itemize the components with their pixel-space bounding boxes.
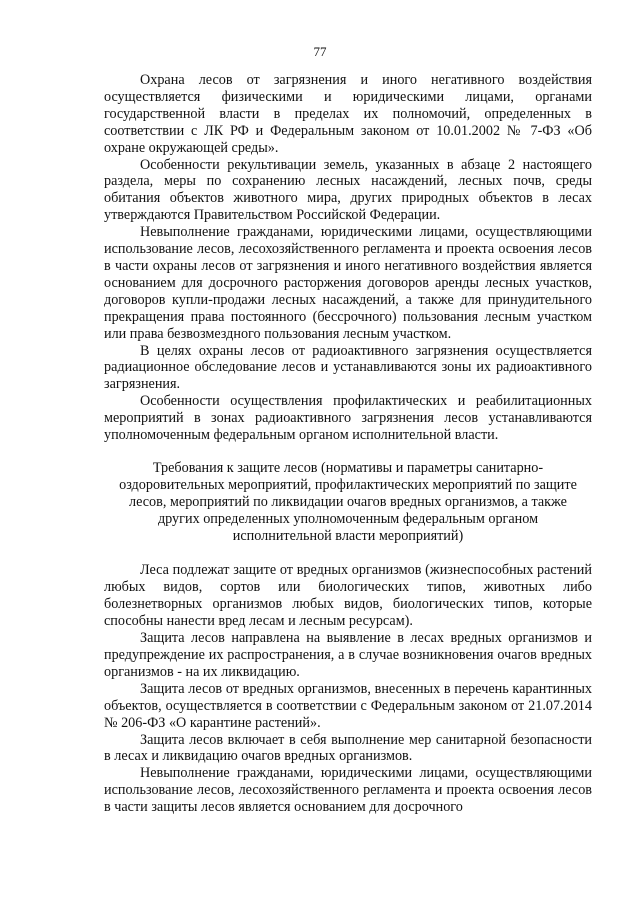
paragraph-harmful-organisms: Леса подлежат защите от вредных организмов (жизнеспособных растений любых видов, сортов или биологических типов, животных либо болезнетворных организмов любых видов, биологических типов, которые способны нанести вред лесам и лесным ресурсам). bbox=[104, 562, 592, 630]
paragraph-land-recultivation: Особенности рекультивации земель, указанных в абзаце 2 настоящего раздела, меры по сохранению лесных насаждений, лесных почв, среды обитания объектов животного мира, других природных объектов в лесах утверждаются Правительством Российской Федерации. bbox=[104, 156, 592, 224]
section-heading: Требования к защите лесов (нормативы и параметры санитарно-оздоровительных мероприятий, профилактических мероприятий по защите лесов, мероприятий по ликвидации очагов вредных организмов, а также других определенных уполномоченным федеральным органом исполнительной власти мероприятий) bbox=[119, 459, 577, 544]
paragraph-noncompliance-protection: Невыполнение гражданами, юридическими лицами, осуществляющими использование лесов, лесохозяйственного регламента и проекта освоения лесов в части охраны лесов от загрязнения и иного негативного воздействия является основанием для досрочного расторжения договоров аренды лесных участков, договоров купли-продажи лесных насаждений, а также для принудительного прекращения права постоянного (бессрочного) пользования лесным участком или права безвозмездного пользования лесным участком. bbox=[104, 224, 592, 342]
document-body bbox=[104, 72, 592, 816]
paragraph-noncompliance-defense: Невыполнение гражданами, юридическими лицами, осуществляющими использование лесов, лесохозяйственного регламента и проекта освоения лесов в части защиты лесов является основанием для досрочного bbox=[104, 765, 592, 816]
paragraph-radiation-survey: В целях охраны лесов от радиоактивного загрязнения осуществляется радиационное обследование лесов и устанавливаются зоны их радиоактивного загрязнения. bbox=[104, 342, 592, 393]
paragraph-sanitary-measures: Защита лесов включает в себя выполнение мер санитарной безопасности в лесах и ликвидацию очагов вредных организмов. bbox=[104, 731, 592, 765]
paragraph-quarantine: Защита лесов от вредных организмов, внесенных в перечень карантинных объектов, осуществляется в соответствии с Федеральным законом от 21.07.2014 № 206-ФЗ «О карантине растений». bbox=[104, 680, 592, 731]
page-number: 77 bbox=[313, 44, 327, 59]
paragraph-rehabilitation-measures: Особенности осуществления профилактических и реабилитационных мероприятий в зонах радиоактивного загрязнения лесов устанавливаются уполномоченным федеральным органом исполнительной власти. bbox=[104, 393, 592, 444]
paragraph-protection-aim: Защита лесов направлена на выявление в лесах вредных организмов и предупреждение их распространения, а в случае возникновения очагов вредных организмов - на их ликвидацию. bbox=[104, 630, 592, 680]
paragraph-pollution-protection: Охрана лесов от загрязнения и иного негативного воздействия осуществляется физическими и юридическими лицами, органами государственной власти в пределах их полномочий, определенных в соответствии с ЛК РФ и Федеральным законом от 10.01.2002 № 7-ФЗ «Об охране окружающей среды». bbox=[104, 72, 592, 156]
